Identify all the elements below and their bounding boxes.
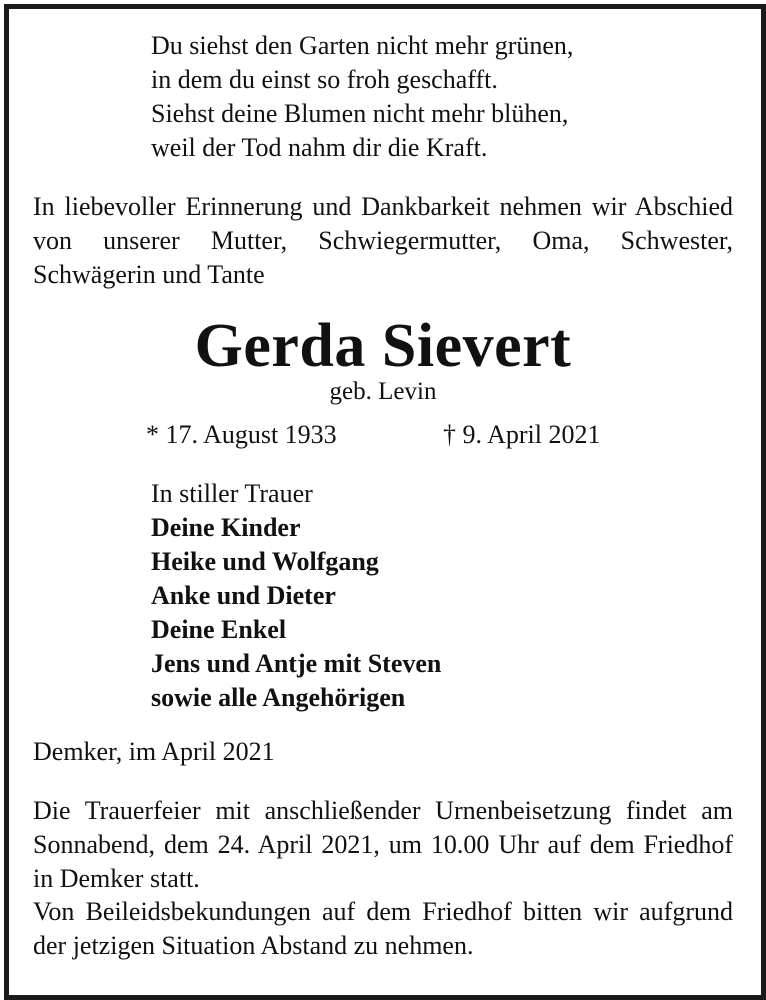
mourner-line: Heike und Wolfgang: [151, 547, 379, 576]
mourners-block: [151, 477, 441, 715]
mourner-line: Deine Kinder: [151, 513, 301, 542]
mourner-line: Anke und Dieter: [151, 581, 336, 610]
birth-date: * 17. August 1933: [146, 420, 337, 449]
intro-text: In liebevoller Erinnerung und Dankbarkeit nehmen wir Abschied von unserer Mutter, Schwiegermutter, Oma, Schwester, Schwägerin und Tante: [33, 192, 733, 289]
place-date: Demker, im April 2021: [33, 737, 275, 766]
memorial-poem: [151, 29, 573, 165]
poem-line: Siehst deine Blumen nicht mehr blühen,: [151, 99, 569, 128]
funeral-info: Die Trauerfeier mit anschließender Urnenbeisetzung findet am Sonnabend, dem 24. April 2021, um 10.00 Uhr auf dem Friedhof in Demker statt.: [33, 796, 733, 893]
mourner-line: Deine Enkel: [151, 615, 287, 644]
mourners-heading: In stiller Trauer: [151, 479, 313, 508]
mourner-line: sowie alle Angehörigen: [151, 683, 406, 712]
condolence-note: Von Beileidsbekundungen auf dem Friedhof bitten wir aufgrund der jetzigen Situation Abstand zu nehmen.: [33, 897, 733, 960]
poem-line: Du siehst den Garten nicht mehr grünen,: [151, 31, 574, 60]
deceased-name: Gerda Sievert: [194, 312, 572, 380]
death-date: † 9. April 2021: [443, 420, 601, 449]
mourner-line: Jens und Antje mit Steven: [151, 649, 442, 678]
maiden-name: geb. Levin: [329, 378, 437, 405]
poem-line: in dem du einst so froh geschafft.: [151, 65, 498, 94]
poem-line: weil der Tod nahm dir die Kraft.: [151, 133, 488, 162]
